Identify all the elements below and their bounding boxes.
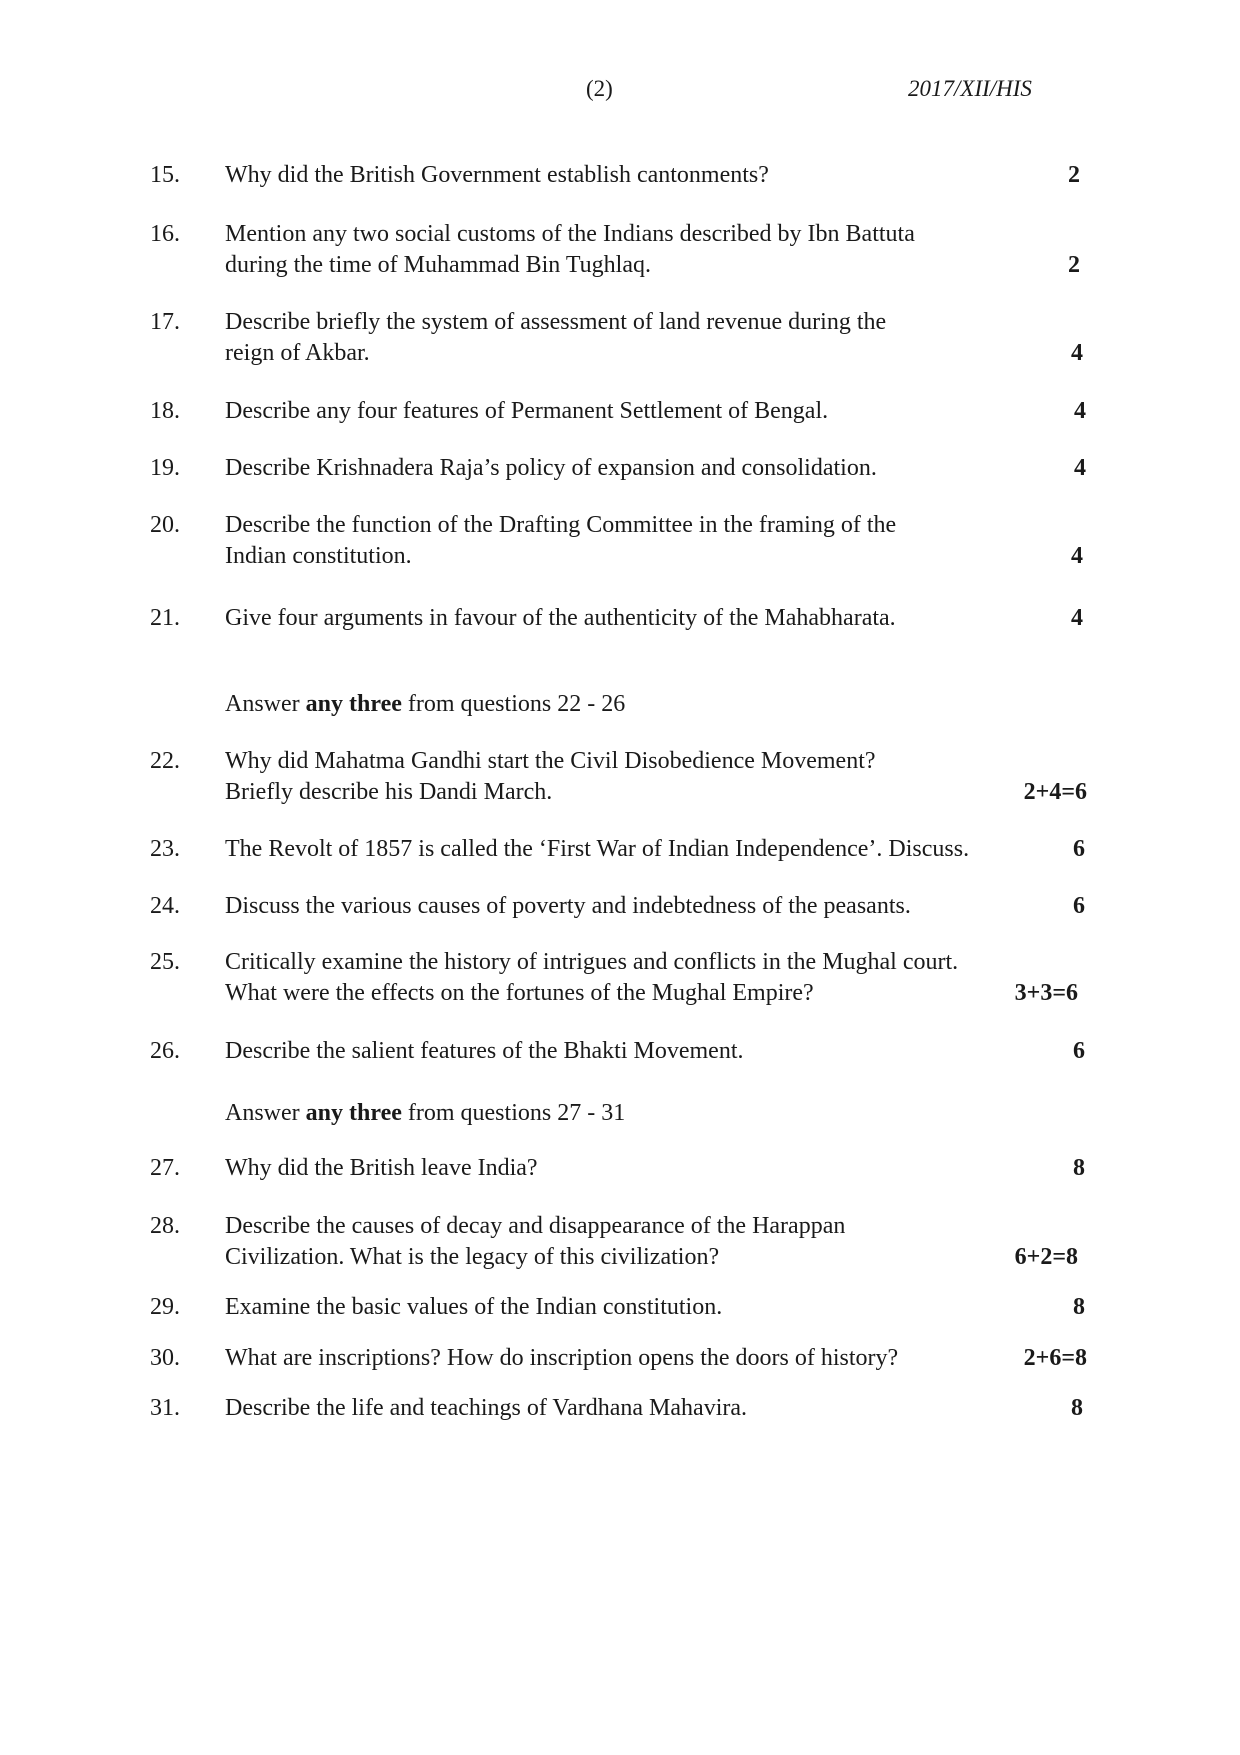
question-marks: 4	[1074, 398, 1086, 424]
question-marks: 2	[1068, 252, 1080, 278]
question-marks: 3+3=6	[1014, 980, 1078, 1006]
question-text: What are inscriptions? How do inscription opens the doors of history?	[225, 1345, 899, 1371]
question-number: 28.	[150, 1213, 180, 1239]
question-marks: 6	[1073, 1038, 1085, 1064]
question-text: Describe the causes of decay and disappearance of the Harappan Civilization. What is the legacy of this civilization?	[225, 1213, 846, 1270]
question-marks: 4	[1071, 605, 1083, 631]
question-number: 22.	[150, 748, 180, 774]
question-number: 16.	[150, 221, 180, 247]
question-text: Why did Mahatma Gandhi start the Civil Disobedience Movement? Briefly describe his Dandi March.	[225, 748, 876, 805]
question-text: Mention any two social customs of the Indians described by Ibn Battuta during the time of Muhammad Bin Tughlaq.	[225, 221, 915, 278]
question-marks: 2+6=8	[1023, 1345, 1087, 1371]
question-marks: 6	[1073, 836, 1085, 862]
question-number: 18.	[150, 398, 180, 424]
question-number: 15.	[150, 162, 180, 188]
question-text: Describe any four features of Permanent Settlement of Bengal.	[225, 398, 829, 424]
question-text: Describe briefly the system of assessment of land revenue during the reign of Akbar.	[225, 309, 887, 366]
question-text: Describe the life and teachings of Vardhana Mahavira.	[225, 1395, 748, 1421]
page-number: (2)	[586, 76, 613, 101]
paper-code: 2017/XII/HIS	[908, 76, 1032, 101]
question-text: Give four arguments in favour of the authenticity of the Mahabharata.	[225, 605, 896, 631]
question-text: Discuss the various causes of poverty and indebtedness of the peasants.	[225, 893, 911, 919]
question-text: Describe Krishnadera Raja’s policy of expansion and consolidation.	[225, 455, 877, 481]
question-number: 19.	[150, 455, 180, 481]
question-text: Why did the British Government establish cantonments?	[225, 162, 769, 188]
question-marks: 2	[1068, 162, 1080, 188]
question-number: 23.	[150, 836, 180, 862]
question-marks: 4	[1071, 340, 1083, 366]
question-number: 30.	[150, 1345, 180, 1371]
question-text: Critically examine the history of intrigues and conflicts in the Mughal court. What were the effects on the fortunes of the Mughal Empire?	[225, 949, 959, 1006]
question-number: 20.	[150, 512, 180, 538]
question-number: 26.	[150, 1038, 180, 1064]
question-marks: 2+4=6	[1023, 779, 1087, 805]
question-number: 21.	[150, 605, 180, 631]
question-text: Describe the function of the Drafting Committee in the framing of the Indian constitution.	[225, 512, 897, 569]
question-number: 25.	[150, 949, 180, 975]
question-number: 17.	[150, 309, 180, 335]
question-text: Examine the basic values of the Indian constitution.	[225, 1294, 723, 1320]
section-instruction: Answer any three from questions 27 - 31	[225, 1100, 626, 1126]
question-text: The Revolt of 1857 is called the ‘First War of Indian Independence’. Discuss.	[225, 836, 970, 862]
section-instruction: Answer any three from questions 22 - 26	[225, 691, 626, 717]
question-marks: 6+2=8	[1014, 1244, 1078, 1270]
question-number: 27.	[150, 1155, 180, 1181]
question-number: 24.	[150, 893, 180, 919]
question-number: 31.	[150, 1395, 180, 1421]
question-text: Why did the British leave India?	[225, 1155, 538, 1181]
question-marks: 8	[1073, 1155, 1085, 1181]
question-number: 29.	[150, 1294, 180, 1320]
question-marks: 8	[1071, 1395, 1083, 1421]
question-marks: 6	[1073, 893, 1085, 919]
question-marks: 4	[1074, 455, 1086, 481]
question-marks: 4	[1071, 543, 1083, 569]
page-header	[0, 76, 1240, 108]
question-marks: 8	[1073, 1294, 1085, 1320]
question-text: Describe the salient features of the Bhakti Movement.	[225, 1038, 744, 1064]
